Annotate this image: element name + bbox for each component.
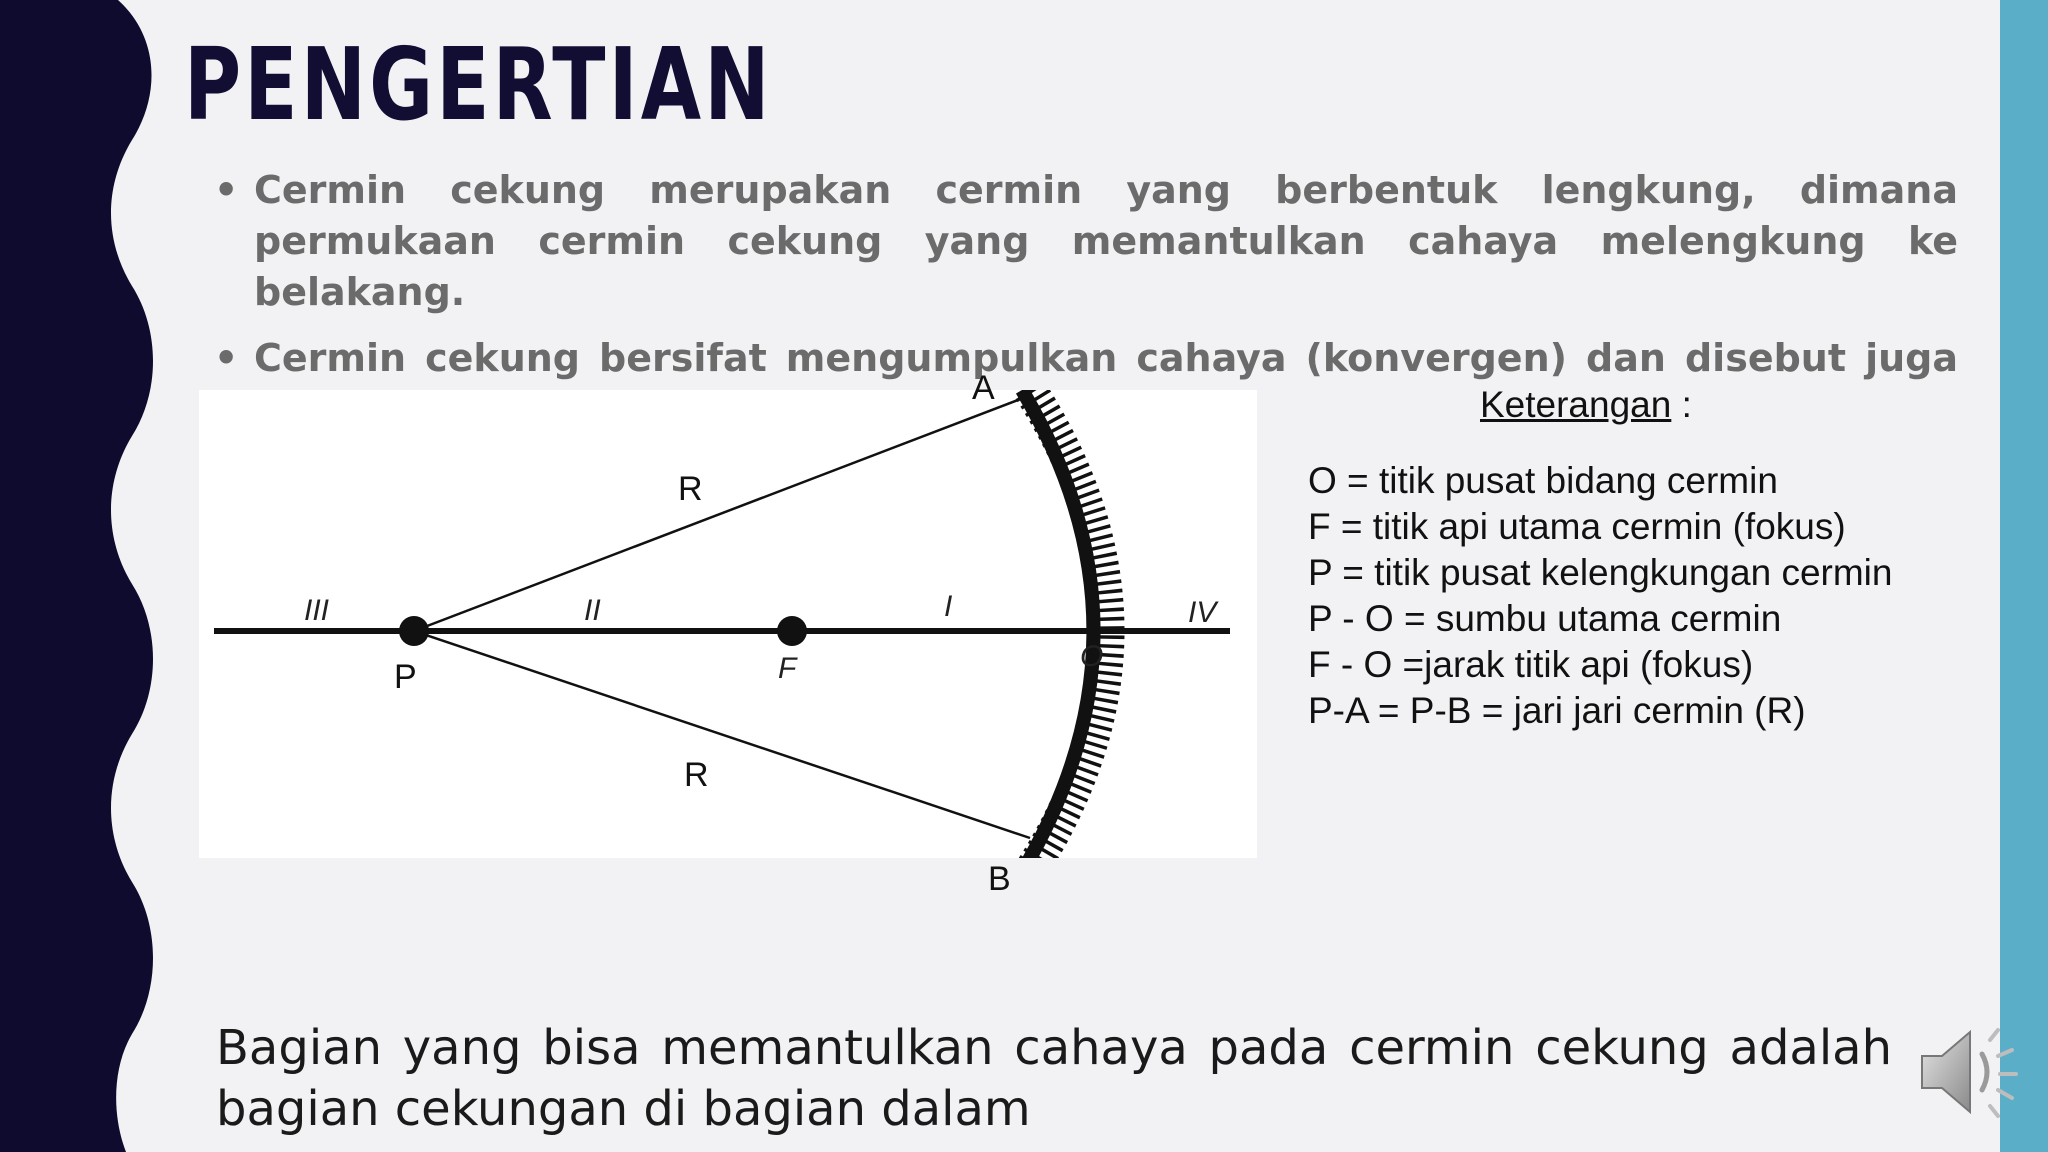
center-of-curvature-point — [399, 616, 429, 646]
radius-line-bottom — [414, 631, 1030, 838]
label-o: O — [1080, 640, 1104, 673]
bullet-dot-icon: • — [214, 168, 239, 212]
legend-title-suffix: : — [1671, 384, 1692, 425]
legend-item: F = titik api utama cermin (fokus) — [1308, 506, 1846, 547]
legend-item: O = titik pusat bidang cermin — [1308, 460, 1778, 501]
page-title: PENGERTIAN — [184, 26, 773, 143]
legend-item: F - O =jarak titik api (fokus) — [1308, 644, 1754, 685]
label-p: P — [394, 658, 417, 696]
speaker-icon[interactable] — [1918, 1022, 2018, 1122]
legend-title — [1480, 384, 1692, 426]
label-b: B — [988, 860, 1011, 898]
bullet-dot-icon: • — [214, 336, 239, 380]
radius-line-top — [414, 400, 1018, 631]
summary-text: Bagian yang bisa memantulkan cahaya pada cermin cekung adalah bagian cekungan di bagian dalam — [216, 1020, 1892, 1137]
legend-title-text: Keterangan — [1480, 384, 1672, 425]
accent-bar — [2000, 0, 2048, 1152]
label-r-top: R — [678, 470, 703, 508]
label-f: F — [778, 652, 797, 685]
label-r-bottom: R — [684, 756, 709, 794]
legend-item: P - O = sumbu utama cermin — [1308, 598, 1782, 639]
legend-item: P-A = P-B = jari jari cermin (R) — [1308, 690, 1806, 731]
label-space-iv: IV — [1188, 596, 1217, 629]
bullet-text: Cermin cekung merupakan cermin yang berbentuk lengkung, dimana permukaan cermin cekung yang memantulkan cahaya melengkung ke belakang. — [254, 168, 1958, 314]
legend-list — [1308, 458, 1892, 734]
legend-item: P = titik pusat kelengkungan cermin — [1308, 552, 1893, 593]
bullet-text: Cermin cekung bersifat mengumpulkan cahaya (konvergen) dan disebut juga — [254, 336, 1958, 380]
label-a: A — [972, 369, 995, 407]
focal-point — [777, 616, 807, 646]
label-space-iii: III — [304, 594, 330, 627]
label-space-ii: II — [584, 594, 601, 627]
label-space-i: I — [944, 590, 953, 623]
